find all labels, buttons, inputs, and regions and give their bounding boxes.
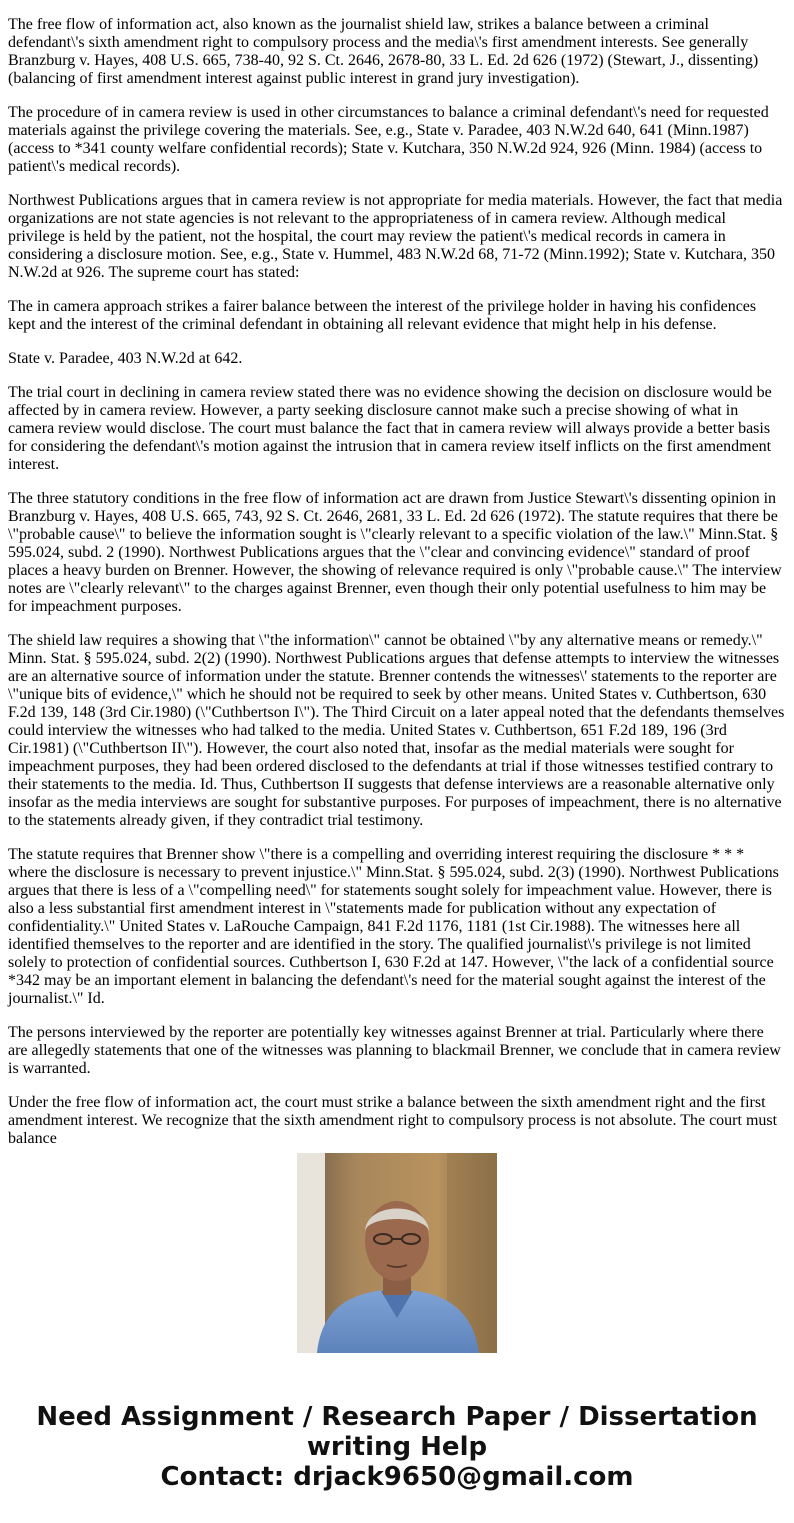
paragraph: The shield law requires a showing that \"the information\" cannot be obtained \"by any alternative means or remedy.\" Minn. Stat. § 595.024, subd. 2(2) (1990). Northwest Publications argues that defense attempts to interview the witnesses are an alternative source of information under the statute. Brenner contends the witnesses\' statements to the reporter are \"unique bits of evidence,\" which he should not be required to seek by other means. United States v. Cuthbertson, 630 F.2d 139, 148 (3rd Cir.1980) (\"Cuthbertson I\"). The Third Circuit on a later appeal noted that the defendants themselves could interview the witnesses who had talked to the media. United States v. Cuthbertson, 651 F.2d 189, 196 (3rd Cir.1981) (\"Cuthbertson II\"). However, the court also noted that, insofar as the medial materials were sought for impeachment purposes, they had been ordered disclosed to the defendants at trial if those witnesses testified contrary to their statements to the media. Id. Thus, Cuthbertson II suggests that defense interviews are a reasonable alternative only insofar as the media interviews are sought for substantive purposes. For purposes of impeachment, there is no alternative to the statements already given, if they contradict trial testimony. [8, 632, 785, 829]
paragraph: Northwest Publications argues that in camera review is not appropriate for media materials. However, the fact that media organizations are not state agencies is not relevant to the appropriateness of in camera review. Although medical privilege is held by the patient, not the hospital, the court may review the patient\'s medical records in camera in considering a disclosure motion. See, e.g., State v. Hummel, 483 N.W.2d 68, 71-72 (Minn.1992); State v. Kutchara, 350 N.W.2d at 926. The supreme court has stated: [8, 192, 783, 281]
portrait-photo [297, 1153, 497, 1353]
paragraph: Under the free flow of information act, the court must strike a balance between the sixth amendment right and the first amendment interest. We recognize that the sixth amendment right to compulsory process is not absolute. The court must balance [8, 1094, 778, 1147]
paragraph: The statute requires that Brenner show \"there is a compelling and overriding interest requiring the disclosure * * * where the disclosure is necessary to prevent injustice.\" Minn.Stat. § 595.024, subd. 2(3) (1990). Northwest Publications argues that there is less of a \"compelling need\" for statements sought solely for impeachment value. However, there is also a less substantial first amendment interest in \"statements made for publication without any expectation of confidentiality.\" United States v. LaRouche Campaign, 841 F.2d 1176, 1181 (1st Cir.1988). The witnesses here all identified themselves to the reporter and are identified in the story. The qualified journalist\'s privilege is not limited solely to protection of confidential sources. Cuthbertson I, 630 F.2d at 147. However, \"the lack of a confidential source *342 may be an important element in balancing the defendant\'s need for the material sought against the interest of the journalist.\" Id. [8, 846, 779, 1007]
promo-banner [0, 1402, 794, 1492]
paragraph: The trial court in declining in camera review stated there was no evidence showing the decision on disclosure would be affected by in camera review. However, a party seeking disclosure cannot make such a precise showing of what in camera review would disclose. The court must balance the fact that in camera review will always provide a better basis for considering the defendant\'s motion against the intrusion that in camera review itself inflicts on the first amendment interest. [8, 384, 772, 473]
citation: State v. Paradee, 403 N.W.2d at 642. [8, 350, 243, 367]
paragraph: The free flow of information act, also known as the journalist shield law, strikes a balance between a criminal defendant\'s sixth amendment right to compulsory process and the media\'s first amendment interests. See generally Branzburg v. Hayes, 408 U.S. 665, 738-40, 92 S. Ct. 2646, 2678-80, 33 L. Ed. 2d 626 (1972) (Stewart, J., dissenting) (balancing of first amendment interest against public interest in grand jury investigation). [8, 16, 759, 87]
contact-email: Contact: drjack9650@gmail.com [160, 1462, 634, 1492]
paragraph: The three statutory conditions in the free flow of information act are drawn from Justice Stewart\'s dissenting opinion in Branzburg v. Hayes, 408 U.S. 665, 743, 92 S. Ct. 2646, 2681, 33 L. Ed. 2d 626 (1972). The statute requires that there be \"probable cause\" to believe the information sought is \"clearly relevant to a specific violation of the law.\" Minn.Stat. § 595.024, subd. 2 (1990). Northwest Publications argues that the \"clear and convincing evidence\" standard of proof places a heavy burden on Brenner. However, the showing of relevance required is only \"probable cause.\" The interview notes are \"clearly relevant\" to the charges against Brenner, even though their only potential usefulness to him may be for impeachment purposes. [8, 490, 782, 615]
document-body [8, 0, 786, 1147]
block-quote: The in camera approach strikes a fairer balance between the interest of the privilege holder in having his confidences kept and the interest of the criminal defendant in obtaining all relevant evidence that might help in his defense. [8, 298, 757, 333]
paragraph: The persons interviewed by the reporter are potentially key witnesses against Brenner at trial. Particularly where there are allegedly statements that one of the witnesses was planning to blackmail Brenner, we conclude that in camera review is warranted. [8, 1024, 781, 1077]
promo-line: writing Help [306, 1432, 488, 1462]
paragraph: The procedure of in camera review is used in other circumstances to balance a criminal defendant\'s need for requested materials against the privilege covering the materials. See, e.g., State v. Paradee, 403 N.W.2d 640, 641 (Minn.1987) (access to *341 county welfare confidential records); State v. Kutchara, 350 N.W.2d 924, 926 (Minn. 1984) (access to patient\'s medical records). [8, 104, 769, 175]
avatar [297, 1153, 497, 1353]
promo-line: Need Assignment / Research Paper / Dissertation [36, 1402, 758, 1432]
